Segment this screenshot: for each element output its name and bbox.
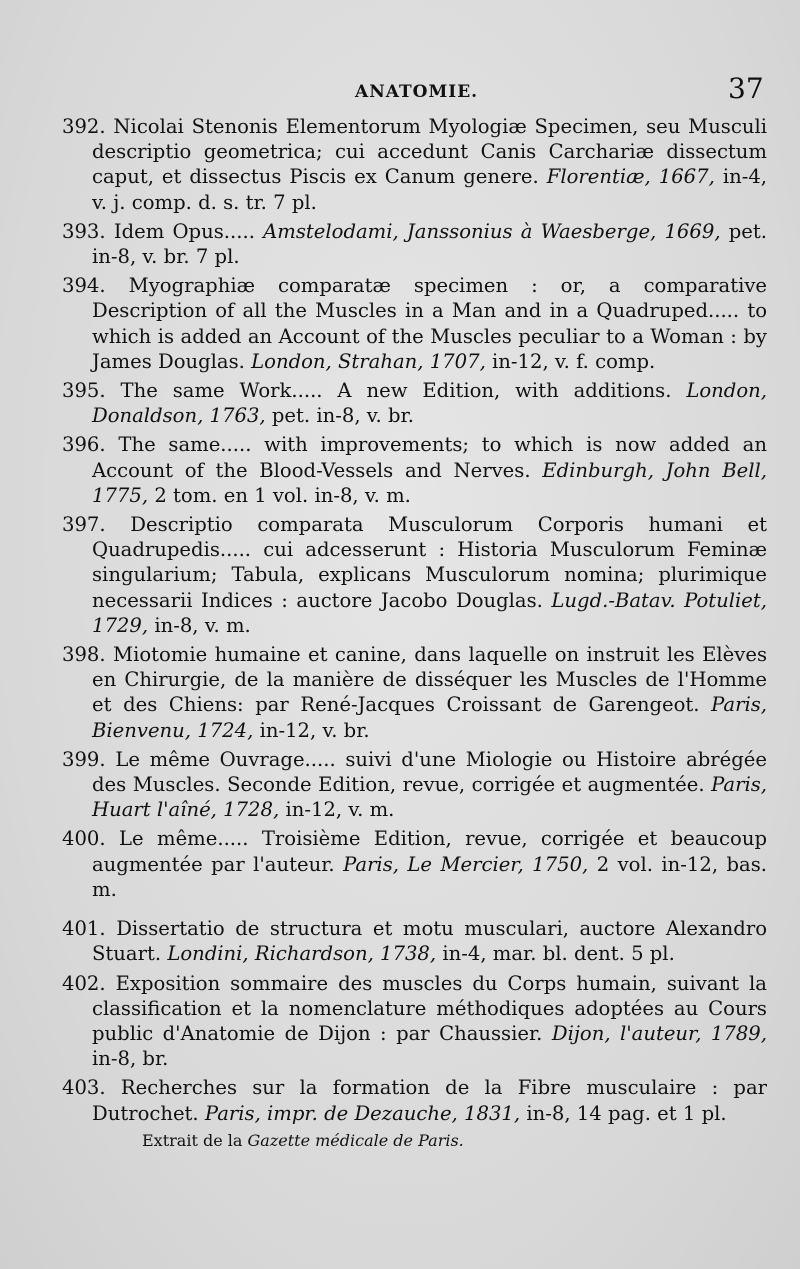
entry-number: 393. — [62, 219, 106, 243]
entry-title: Descriptio comparata Musculorum Corporis humani et Quadrupedis..... cui adcesserunt : Historia Musculorum Feminæ singularium; Tabula, explicans Musculorum nomina; plurimique necessarii Indices : auctore Jacobo Douglas. — [92, 513, 767, 612]
entry-number: 396. — [62, 433, 106, 457]
entry-tail: in-12, v. f. comp. — [492, 349, 656, 373]
entry-title: The same..... with improvements; to which is now added an Account of the Blood-Vessels and Nerves. — [92, 433, 767, 482]
entry-tail: in-12, v. br. — [259, 718, 370, 742]
entry-title: Nicolai Stenonis Elementorum Myologiæ Specimen, seu Musculi descriptio geometrica; cui accedunt Canis Carchariæ dissectum caput, et dissectus Piscis ex Canum genere. — [92, 115, 767, 189]
entry-number: 399. — [62, 747, 106, 771]
extrait-source: Gazette médicale de Paris. — [247, 1130, 464, 1150]
bibliography-list — [62, 114, 767, 1157]
entry-tail: in-8, 14 pag. et 1 pl. — [526, 1101, 727, 1125]
entry-395 — [62, 378, 767, 428]
entry-399 — [62, 747, 767, 823]
entry-title: Exposition sommaire des muscles du Corps humain, suivant la classification et la nomenclature méthodiques adoptées au Cours public d'Anatomie de Dijon : par Chaussier. — [92, 971, 767, 1045]
entry-398 — [62, 642, 767, 743]
entry-tail: in-4, v. j. comp. d. s. tr. 7 pl. — [92, 165, 768, 214]
entry-tail: 2 vol. in-12, bas. m. — [92, 852, 768, 901]
entry-imprint: Amstelodami, Janssonius à Waesberge, 1669, — [263, 219, 721, 243]
entry-tail: in-4, mar. bl. dent. 5 pl. — [442, 942, 675, 966]
entry-imprint: Edinburgh, John Bell, 1775, — [92, 458, 767, 507]
entry-number: 403. — [62, 1076, 106, 1100]
entry-tail: 2 tom. en 1 vol. in-8, v. m. — [154, 483, 411, 507]
extrait-prefix: Extrait de la — [142, 1130, 243, 1150]
entry-imprint: Londini, Richardson, 1738, — [167, 942, 437, 966]
entry-tail: pet. in-8, v. br. — [271, 404, 414, 428]
entry-title: Myographiæ comparatæ specimen : or, a comparative Description of all the Muscles in a Man and in a Quadruped..... to which is added an Account of the Muscles peculiar to a Woman : by James Douglas. — [92, 274, 768, 373]
entry-imprint: London, Donaldson, 1763, — [92, 379, 767, 428]
entry-402 — [62, 971, 767, 1072]
running-title: ANATOMIE. — [355, 82, 479, 102]
entry-imprint: Florentiæ, 1667, — [546, 165, 715, 189]
entry-393 — [62, 219, 767, 269]
entry-number: 397. — [62, 513, 106, 537]
page-number: 37 — [728, 72, 764, 105]
entry-tail: in-8, br. — [92, 1047, 169, 1071]
entry-397 — [62, 512, 767, 638]
entry-imprint: Paris, Huart l'aîné, 1728, — [92, 773, 767, 822]
entry-tail: pet. in-8, v. br. 7 pl. — [92, 219, 768, 269]
extrait-note — [62, 1128, 767, 1153]
entry-imprint: Lugd.-Batav. Potuliet, 1729, — [92, 588, 768, 637]
entry-tail: in-8, v. m. — [154, 613, 251, 637]
entry-imprint: Paris, Le Mercier, 1750, — [343, 852, 589, 876]
entry-number: 398. — [62, 643, 106, 667]
entry-imprint: Paris, Bienvenu, 1724, — [92, 693, 768, 742]
entry-392 — [62, 114, 767, 215]
entry-394 — [62, 273, 767, 374]
entry-403 — [62, 1075, 767, 1125]
entry-number: 400. — [62, 827, 106, 851]
entry-imprint: Paris, impr. de Dezauche, 1831, — [204, 1101, 521, 1125]
entry-title: Dissertatio de structura et motu musculari, auctore Alexandro Stuart. — [92, 917, 767, 966]
entry-401 — [62, 916, 767, 966]
entry-imprint: Dijon, l'auteur, 1789, — [551, 1021, 767, 1045]
entry-imprint: London, Strahan, 1707, — [251, 349, 486, 373]
entry-title: The same Work..... A new Edition, with additions. — [120, 379, 672, 403]
entry-tail: in-12, v. m. — [285, 798, 395, 822]
entry-number: 401. — [62, 917, 106, 941]
entry-title: Le même..... Troisième Edition, revue, corrigée et beaucoup augmentée par l'auteur. — [92, 827, 767, 876]
entry-396 — [62, 432, 767, 508]
entry-number: 394. — [62, 274, 106, 298]
entry-400 — [62, 826, 767, 902]
entry-number: 392. — [62, 115, 106, 138]
entry-title: Miotomie humaine et canine, dans laquelle on instruit les Elèves en Chirurgie, de la manière de disséquer les Muscles de l'Homme et des Chiens: par René-Jacques Croissant de Garengeot. — [92, 643, 767, 717]
entry-title: Le même Ouvrage..... suivi d'une Miologie ou Histoire abrégée des Muscles. Seconde Edition, revue, corrigée et augmentée. — [92, 747, 767, 797]
entry-title: Idem Opus..... — [113, 219, 255, 243]
entry-number: 402. — [62, 971, 106, 995]
entry-number: 395. — [62, 379, 106, 403]
entry-title: Recherches sur la formation de la Fibre musculaire : par Dutrochet. — [92, 1076, 767, 1125]
